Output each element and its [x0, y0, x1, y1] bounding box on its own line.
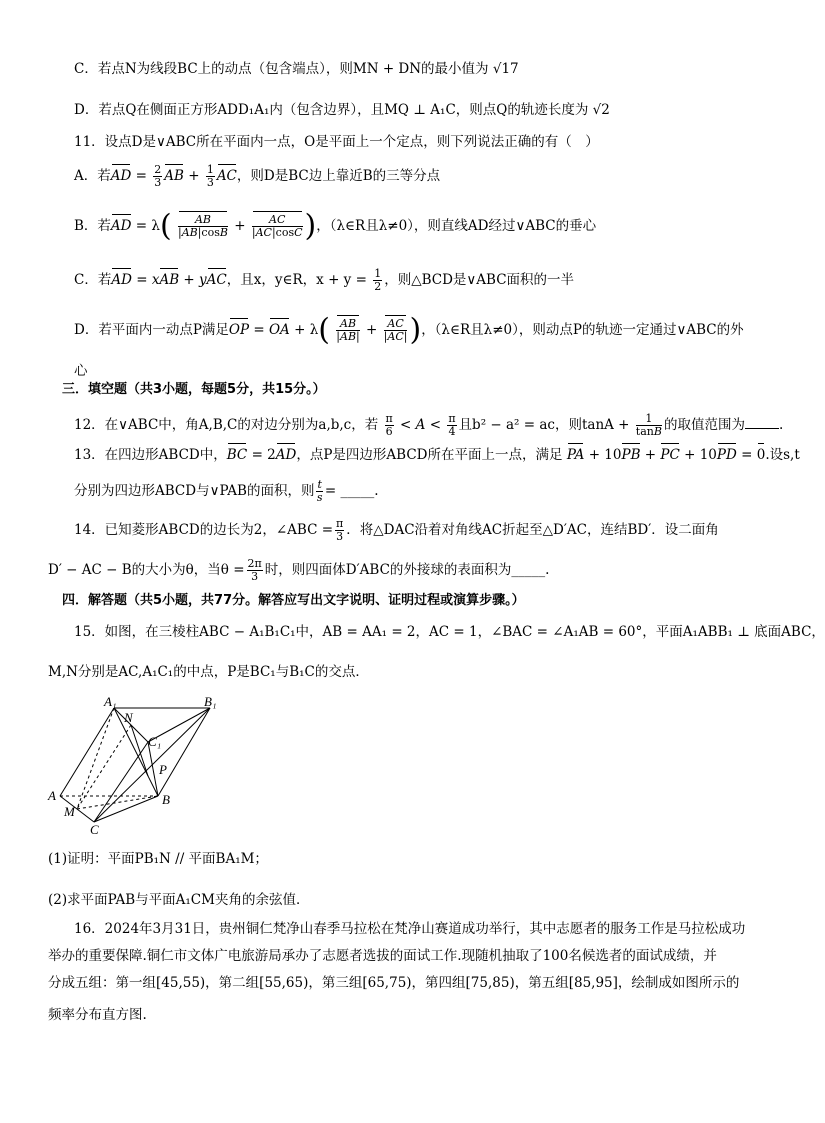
q11-option-c: C．若AD = xAB + yAC，且x，y∈R，x + y = $\frac{1}{2}$ ，则△BCD是∨ABC面积的一半	[74, 267, 575, 293]
label-c1: C₁	[148, 734, 162, 749]
label-n: N	[124, 710, 133, 725]
q13-line1: 13．在四边形ABCD中，BC = 2AD，点P是四边形ABCD所在平面上一点，满足 PA + 10PB + PC + 10PD = 0.设s,t	[74, 447, 800, 463]
q15-part-2: (2)求平面PAB与平面A₁CM夹角的余弦值．	[48, 892, 310, 908]
label-c: C	[90, 822, 99, 837]
q15-part-1: (1)证明：平面PB₁N // 平面BA₁M；	[48, 851, 268, 867]
q11-option-a: A．若AD = $\frac{2}{3}$ AB + $\frac{1}{3}$ AC，则D是BC边上靠近B的三等分点	[74, 163, 441, 189]
q16-line3: 分成五组：第一组[45,55)，第二组[55,65)，第三组[65,75)，第四组[75,85)，第五组[85,95]，绘制成如图所示的	[48, 975, 740, 991]
q15-line2: M,N分别是AC,A₁C₁的中点，P是BC₁与B₁C的交点．	[48, 664, 369, 680]
q14-line2: D′ − AC − B的大小为θ，当θ = $\frac{2\pi}{3}$ 时，则四面体D′ABC的外接球的表面积为_____.	[48, 557, 550, 583]
q14-line1: 14．已知菱形ABCD的边长为2，∠ABC = $\frac{\pi}{3}$ ．将△DAC沿着对角线AC折起至△D′AC，连结BD′．设二面角	[74, 517, 719, 543]
label-b: B	[162, 792, 170, 807]
q11-stem: 11．设点D是∨ABC所在平面内一点，O是平面上一个定点，则下列说法正确的有（ ）	[74, 134, 599, 150]
q11-option-b: B．若AD = λ( $\frac{AB}{|AB|\cos B}$ + $\frac{AC}{|AC|\cos C}$ )，（λ∈R且λ≠0），则直线AD经过∨ABC的垂心	[74, 208, 597, 244]
label-b1: B₁	[204, 694, 217, 709]
label-p: P	[159, 762, 167, 777]
q15-line1: 15．如图，在三棱柱ABC − A₁B₁C₁中，AB = AA₁ = 2，AC = 1，∠BAC = ∠A₁AB = 60°，平面A₁ABB₁ ⊥ 底面ABC，	[74, 624, 825, 640]
q16-line4: 频率分布直方图.	[48, 1007, 147, 1023]
q13-line2: 分别为四边形ABCD与∨PAB的面积，则 $\frac{t}{s}$ = _____.	[74, 478, 379, 504]
prism-figure	[46, 696, 236, 836]
q12: 12．在∨ABC中，角A,B,C的对边分别为a,b,c，若 $\frac{\pi}{6}$ < A < $\frac{\pi}{4}$ 且b² − a² = ac，则tanA + $\frac{1}{\tan B}$ 的取值范围为 .	[74, 412, 784, 438]
q10-option-d: D．若点Q在侧面正方形ADD₁A₁内（包含边界），且MQ ⊥ A₁C，则点Q的轨迹长度为 √2	[74, 102, 610, 118]
label-a1: A₁	[104, 694, 117, 709]
label-m: M	[64, 804, 75, 819]
section-4-heading: 四．解答题（共5小题，共77分。解答应写出文字说明、证明过程或演算步骤。）	[62, 593, 525, 608]
q16-line1: 16．2024年3月31日，贵州铜仁梵净山春季马拉松在梵净山赛道成功举行，其中志愿者的服务工作是马拉松成功	[74, 921, 746, 937]
q16-line2: 举办的重要保障.铜仁市文体广电旅游局承办了志愿者选拔的面试工作.现随机抽取了100名候选者的面试成绩，并	[48, 948, 717, 964]
q11-option-d-cont: 心	[74, 363, 88, 379]
q10-option-c: C．若点N为线段BC上的动点（包含端点），则MN + DN的最小值为 √17	[74, 61, 519, 77]
q11-option-d: D．若平面内一动点P满足OP = OA + λ( $\frac{AB}{|AB|}$ + $\frac{AC}{|AC|}$ )，（λ∈R且λ≠0），则动点P的轨迹一定通过∨ABC的外	[74, 312, 744, 348]
label-a: A	[48, 788, 56, 803]
section-3-heading: 三．填空题（共3小题，每题5分，共15分。）	[62, 382, 326, 397]
